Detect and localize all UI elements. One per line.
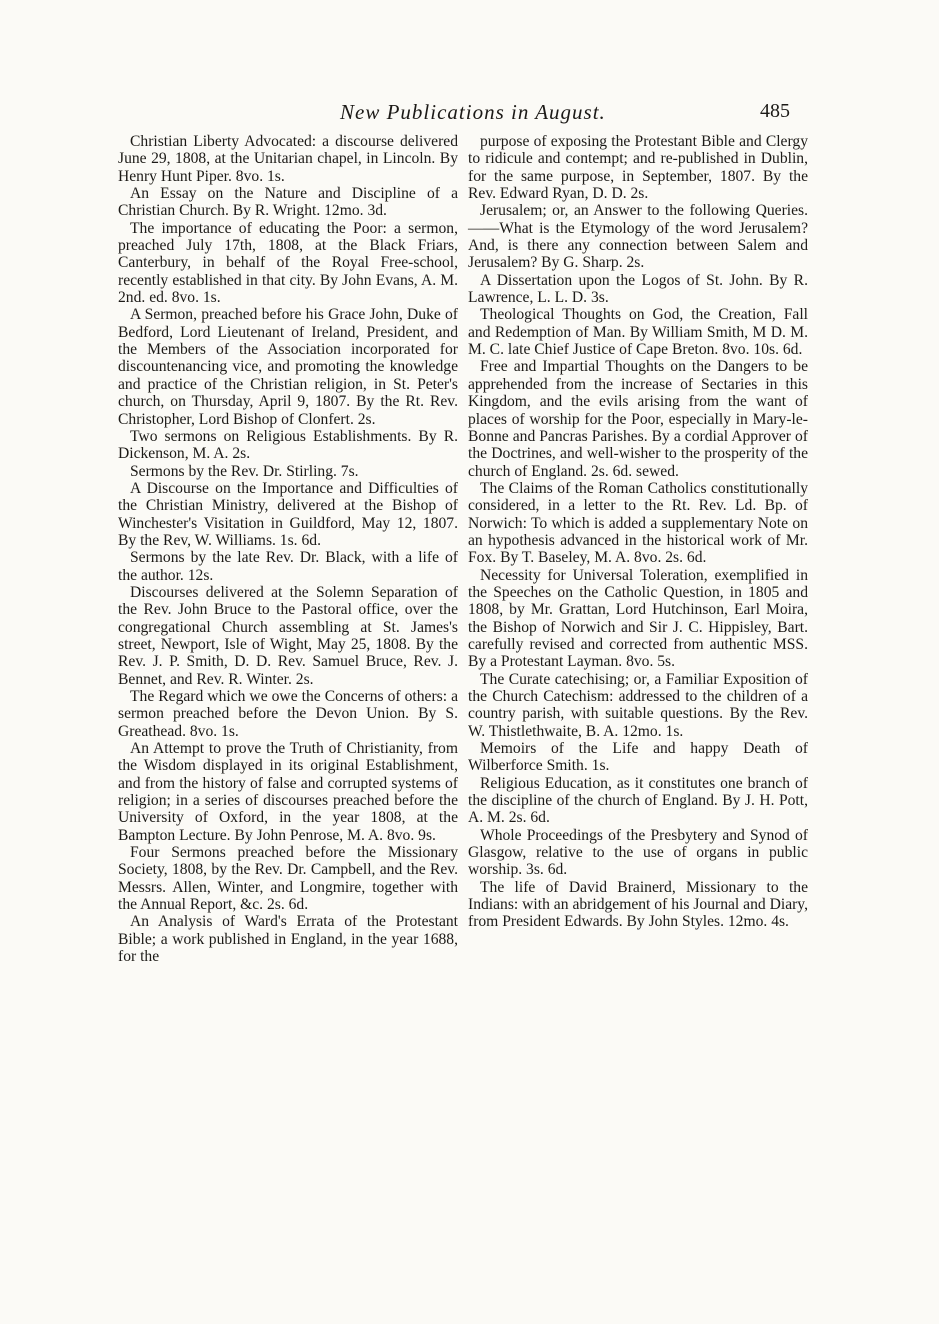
publication-entry: The Regard which we owe the Concerns of others: a sermon preached before the Devon Union. By S. Greathead. 8vo. 1s.: [118, 688, 458, 740]
publication-entry: An Analysis of Ward's Errata of the Protestant Bible; a work published in England, in the year 1688, for the: [118, 913, 458, 966]
publication-entry: Jerusalem; or, an Answer to the following Queries.——What is the Etymology of the word Jerusalem? And, is there any connection between Salem and Jerusalem? By G. Sharp. 2s.: [468, 202, 808, 272]
publication-entry: Religious Education, as it constitutes one branch of the discipline of the church of England. By J. H. Pott, A. M. 2s. 6d.: [468, 774, 808, 827]
publication-entry: The life of David Brainerd, Missionary to the Indians: with an abridgement of his Journal and Diary, from President Edwards. By John Styles. 12mo. 4s.: [468, 878, 808, 931]
publication-entry: An Attempt to prove the Truth of Christianity, from the Wisdom displayed in its original Establishment, and from the history of false and corrupted systems of religion; in a series of discourses preached before the University of Oxford, in the year 1808, at the Bampton Lecture. By John Penrose, M. A. 8vo. 9s.: [118, 740, 458, 844]
page-number: 485: [760, 100, 790, 122]
publication-entry: An Essay on the Nature and Discipline of a Christian Church. By R. Wright. 12mo. 3d.: [118, 185, 458, 220]
publication-entry: A Dissertation upon the Logos of St. John. By R. Lawrence, L. L. D. 3s.: [468, 271, 808, 307]
publication-entry: A Discourse on the Importance and Difficulties of the Christian Ministry, delivered at the Bishop of Winchester's Visitation in Guildford, May 12, 1807. By the Rev, W. Williams. 1s. 6d.: [118, 479, 458, 549]
publication-entry: Four Sermons preached before the Missionary Society, 1808, by the Rev. Dr. Campbell, and the Rev. Messrs. Allen, Winter, and Longmire, together with the Annual Report, &c. 2s. 6d.: [118, 844, 458, 914]
publication-entry: Memoirs of the Life and happy Death of Wilberforce Smith. 1s.: [468, 740, 808, 775]
publication-entry: Discourses delivered at the Solemn Separation of the Rev. John Bruce to the Pastoral office, over the congregational Church assembling at St. James's street, Newport, Isle of Wight, May 25, 1808. By the Rev. J. P. Smith, D. D. Rev. Samuel Bruce, Rev. J. Bennet, and Rev. R. Winter. 2s.: [118, 583, 458, 688]
publication-entry: Christian Liberty Advocated: a discourse delivered June 29, 1808, at the Unitarian chapel, in Lincoln. By Henry Hunt Piper. 8vo. 1s.: [118, 133, 458, 185]
publication-entry: Whole Proceedings of the Presbytery and Synod of Glasgow, relative to the use of organs in public worship. 3s. 6d.: [468, 826, 808, 879]
publication-entry: Sermons by the late Rev. Dr. Black, with a life of the author. 12s.: [118, 549, 458, 584]
publication-entry: Necessity for Universal Toleration, exemplified in the Speeches on the Catholic Question, in 1805 and 1808, by Mr. Grattan, Lord Hutchinson, Earl Moira, the Bishop of Norwich and Sir J. C. Hippisley, Bart. carefully revised and corrected from authentic MSS. By a Protestant Layman. 8vo. 5s.: [468, 566, 808, 671]
running-title: New Publications in August.: [340, 100, 606, 124]
left-column: [118, 133, 458, 966]
publication-entry: Two sermons on Religious Establishments. By R. Dickenson, M. A. 2s.: [118, 427, 458, 463]
publication-entry: A Sermon, preached before his Grace John, Duke of Bedford, Lord Lieutenant of Ireland, President, and the Members of the Association incorporated for discountenancing vice, and promoting the knowledge and practice of the Christian religion, in St. Peter's church, on Thursday, April 9, 1807. By the Rt. Rev. Christopher, Lord Bishop of Clonfert. 2s.: [118, 306, 458, 428]
publication-entry: The Curate catechising; or, a Familiar Exposition of the Church Catechism: addressed to the children of a country parish, with suitable questions. By the Rev. W. Thistlethwaite, B. A. 12mo. 1s.: [468, 670, 808, 740]
publication-entry: Sermons by the Rev. Dr. Stirling. 7s.: [130, 462, 359, 480]
right-column: [468, 133, 808, 931]
publication-entry: The importance of educating the Poor: a sermon, preached July 17th, 1808, at the Black Friars, Canterbury, in behalf of the Royal Free-school, recently established in that city. By John Evans, A. M. 2nd. ed. 8vo. 1s.: [118, 219, 458, 307]
publication-entry: Free and Impartial Thoughts on the Dangers to be apprehended from the increase of Sectaries in this Kingdom, and the evils arising from the want of places of worship for the Poor, especially in Mary-le-Bonne and Pancras Parishes. By a cordial Approver of the Doctrines, and well-wisher to the prosperity of the church of England. 2s. 6d. sewed.: [468, 358, 808, 480]
publication-entry: Theological Thoughts on God, the Creation, Fall and Redemption of Man. By William Smith, M D. M. M. C. late Chief Justice of Cape Breton. 8vo. 10s. 6d.: [468, 306, 808, 359]
publication-entry: purpose of exposing the Protestant Bible and Clergy to ridicule and contempt; and re-published in Dublin, for the same purpose, in September, 1807. By the Rev. Edward Ryan, D. D. 2s.: [468, 133, 808, 203]
publication-entry: The Claims of the Roman Catholics constitutionally considered, in a letter to the Rt. Rev. Ld. Bp. of Norwich: To which is added a supplementary Note on an hypothesis advanced in the historical work of Mr. Fox. By T. Baseley, M. A. 8vo. 2s. 6d.: [468, 479, 808, 567]
